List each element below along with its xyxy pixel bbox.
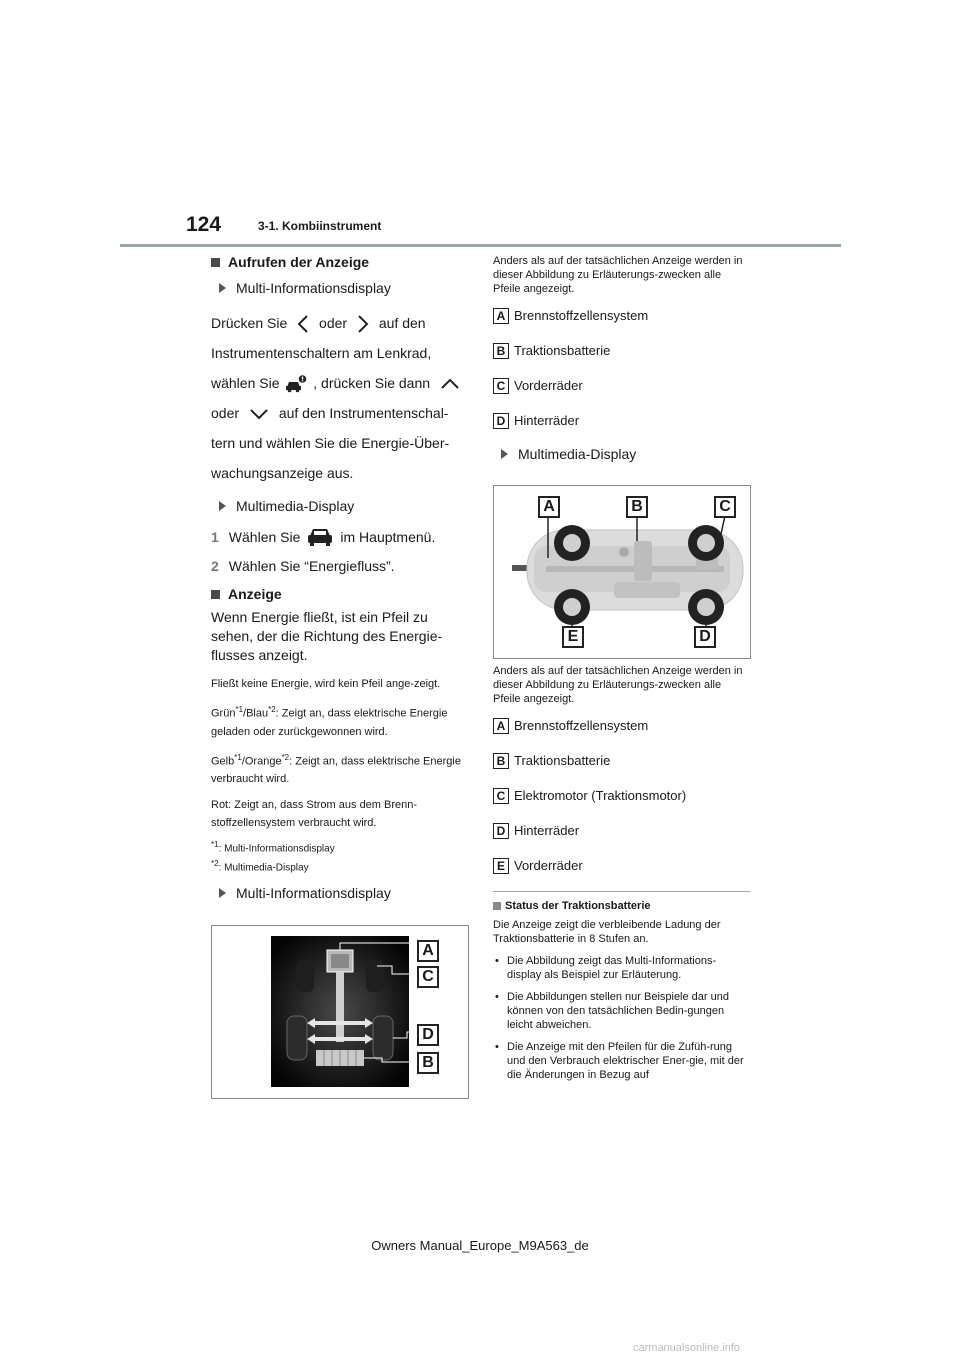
note-no-arrow: Fließt keine Energie, wird kein Pfeil ange-zeigt. [211,678,441,690]
triangle-bullet-icon [219,283,226,293]
section-divider [493,891,750,892]
instruction-line-4: oder auf den Instrumentenschal- [211,405,449,421]
chevron-up-icon [440,378,460,390]
legend-item: D Hinterräder [493,821,750,840]
figure-label-b: B [626,496,648,518]
subheading-mid-2: Multi-Informationsdisplay [211,885,467,901]
list-item: • Die Abbildungen stellen nur Beispiele dar und können von den tatsächlichen Bedin-gungen leicht abweichen. [493,990,750,1032]
step-2: 2 Wählen Sie “Energiefluss”. [211,558,395,574]
square-bullet-icon [211,590,220,599]
list-item: • Die Abbildung zeigt das Multi-Informations-display als Beispiel zur Erläuterung. [493,954,750,982]
page-footer: Owners Manual_Europe_M9A563_de [371,1238,589,1253]
instruction-line-2: Instrumentenschaltern am Lenkrad, [211,345,432,361]
chevron-left-icon [297,314,309,334]
legend-item: E Vorderräder [493,856,750,875]
subheading-md-right: Multimedia-Display [493,446,750,462]
figure-multi-info-display [211,925,469,1099]
right-column [493,254,750,474]
figure-label-d: D [417,1024,439,1046]
figure-label-a: A [417,940,439,962]
instruction-line-3: wählen Sie , drücken Sie dann [211,368,467,398]
car-menu-icon [306,526,334,548]
chevron-right-icon [357,314,369,334]
status-heading: Status der Traktionsbatterie [493,900,750,912]
left-column [211,254,467,913]
legend-item: B Traktionsbatterie [493,341,750,360]
footnote-2: $^{*2}$: Multimedia-Display [211,858,309,873]
figure-label-b: B [417,1052,439,1074]
triangle-bullet-icon [219,501,226,511]
legend-item: B Traktionsbatterie [493,751,750,770]
triangle-bullet-icon [501,449,508,459]
anzeige-paragraph: Wenn Energie fließt, ist ein Pfeil zu sehen, der die Richtung des Energie-flusses anzeigt. [211,609,443,663]
list-item: • Die Anzeige mit den Pfeilen für die Zufüh-rung und den Verbrauch elektrischer Ener-gie, mit der die Änderungen in Bezug auf [493,1040,750,1082]
status-bullets [493,954,750,1082]
figure-multimedia-display [493,485,751,659]
figure-label-d: D [694,626,716,648]
legend-item: A Brennstoffzellensystem [493,306,750,325]
heading-anzeige: Anzeige [211,586,467,602]
instruction-line-6: wachungsanzeige aus. [211,465,354,481]
figure-label-c: C [417,966,439,988]
figure-label-c: C [714,496,736,518]
subheading-md: Multimedia-Display [211,498,467,514]
instruction-line-1: Drücken Sie oder auf den [211,308,467,338]
figure-label-e: E [562,626,584,648]
right-column-lower [493,664,750,1090]
note-green-blue: Grün$^{*1}$/Blau$^{*2}$: Zeigt an, dass elektrische Energie geladen oder zurückgewonnen wird. [211,705,448,738]
legend-item: C Vorderräder [493,376,750,395]
section-title: 3-1. Kombiinstrument [258,219,382,233]
square-bullet-icon [211,258,220,267]
legend-item: C Elektromotor (Traktionsmotor) [493,786,750,805]
note-yellow-orange: Gelb$^{*1}$/Orange$^{*2}$: Zeigt an, dass elektrische Energie verbraucht wird. [211,752,461,786]
legend-item: A Brennstoffzellensystem [493,716,750,735]
subheading-mid: Multi-Informationsdisplay [211,280,467,296]
triangle-bullet-icon [219,888,226,898]
legend-item: D Hinterräder [493,411,750,430]
status-text: Die Anzeige zeigt die verbleibende Ladung der Traktionsbatterie in 8 Stufen an. [493,919,721,945]
chevron-down-icon [249,408,269,420]
page-number: 124 [186,213,222,236]
note-red: Rot: Zeigt an, dass Strom aus dem Brenn-stoffzellensystem verbraucht wird. [211,799,418,830]
step-1: 1 Wählen Sie im Hauptmenü. [211,526,467,548]
caption-mid: Anders als auf der tatsächlichen Anzeige werden in dieser Abbildung zu Erläuterungs-zwecken alle Pfeile angezeigt. [493,255,743,295]
watermark: carmanualsonline.info [633,1342,741,1354]
instruction-line-5: tern und wählen Sie die Energie-Über- [211,435,450,451]
vehicle-info-icon [285,375,307,393]
footnote-1: $^{*1}$: Multi-Informationsdisplay [211,840,335,855]
heading-aufrufen: Aufrufen der Anzeige [211,254,467,270]
square-bullet-icon [493,902,501,910]
caption-md: Anders als auf der tatsächlichen Anzeige werden in dieser Abbildung zu Erläuterungs-zwecken alle Pfeile angezeigt. [493,665,743,705]
figure-label-a: A [538,496,560,518]
header-rule [120,244,841,247]
